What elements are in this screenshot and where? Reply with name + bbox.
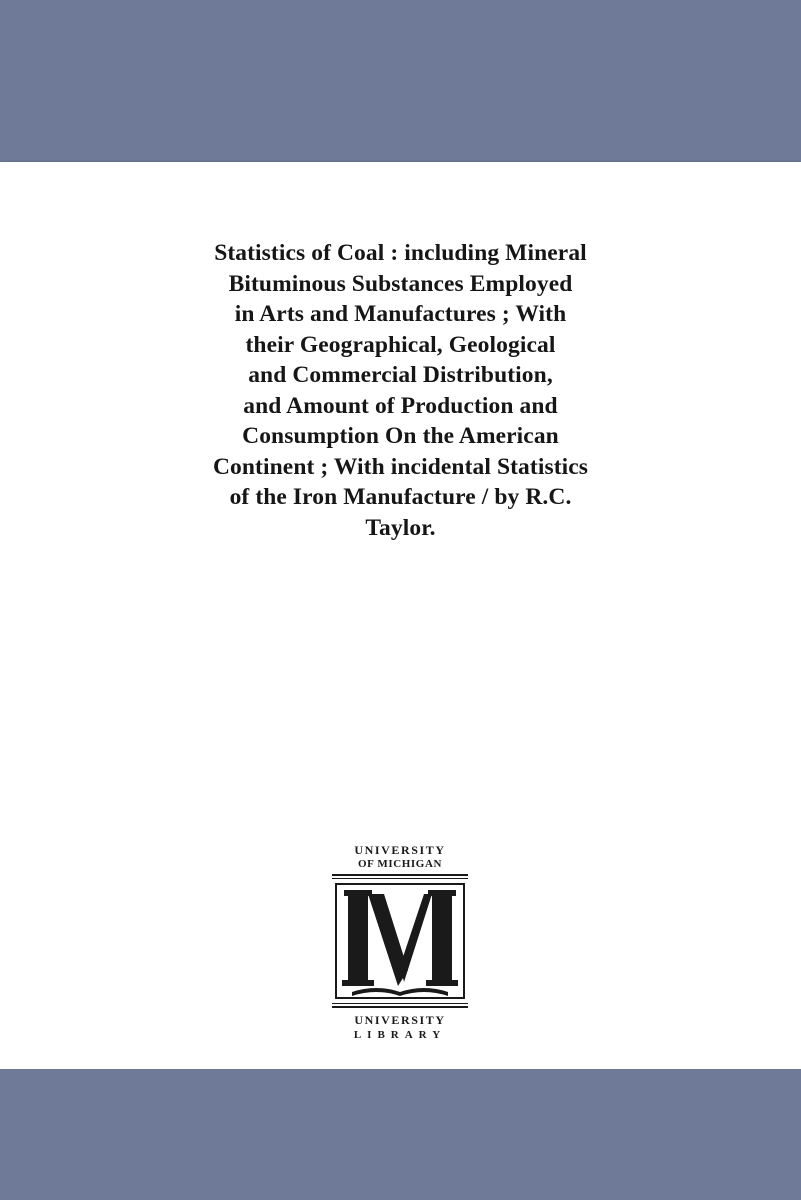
m-emblem-icon [332,874,468,1010]
title-line: Bituminous Substances Employed [228,270,573,297]
logo-text-library: LIBRARY [353,1029,447,1041]
title-line: Continent ; With incidental Statistics [212,453,589,480]
university-of-michigan-library-logo [332,842,468,1066]
logo-text-university-lower: UNIVERSITY [354,1013,446,1027]
logo-text-of-michigan: OF MICHIGAN [357,858,443,870]
title-line: their Geographical, Geological [245,331,556,358]
top-cover-band [0,0,801,162]
title-line: Consumption On the American [242,423,559,449]
title-line: and Commercial Distribution, [248,362,553,388]
title-line: Taylor. [365,514,436,541]
bottom-cover-band [0,1069,801,1200]
title-line: Statistics of Coal : including Mineral [214,240,587,266]
title-line: and Amount of Production and [243,392,558,419]
book-title [120,238,681,543]
title-line: of the Iron Manufacture / by R.C. [229,484,572,510]
title-page [0,162,801,1069]
logo-text-university: UNIVERSITY [354,843,446,857]
title-line: in Arts and Manufactures ; With [234,301,567,327]
